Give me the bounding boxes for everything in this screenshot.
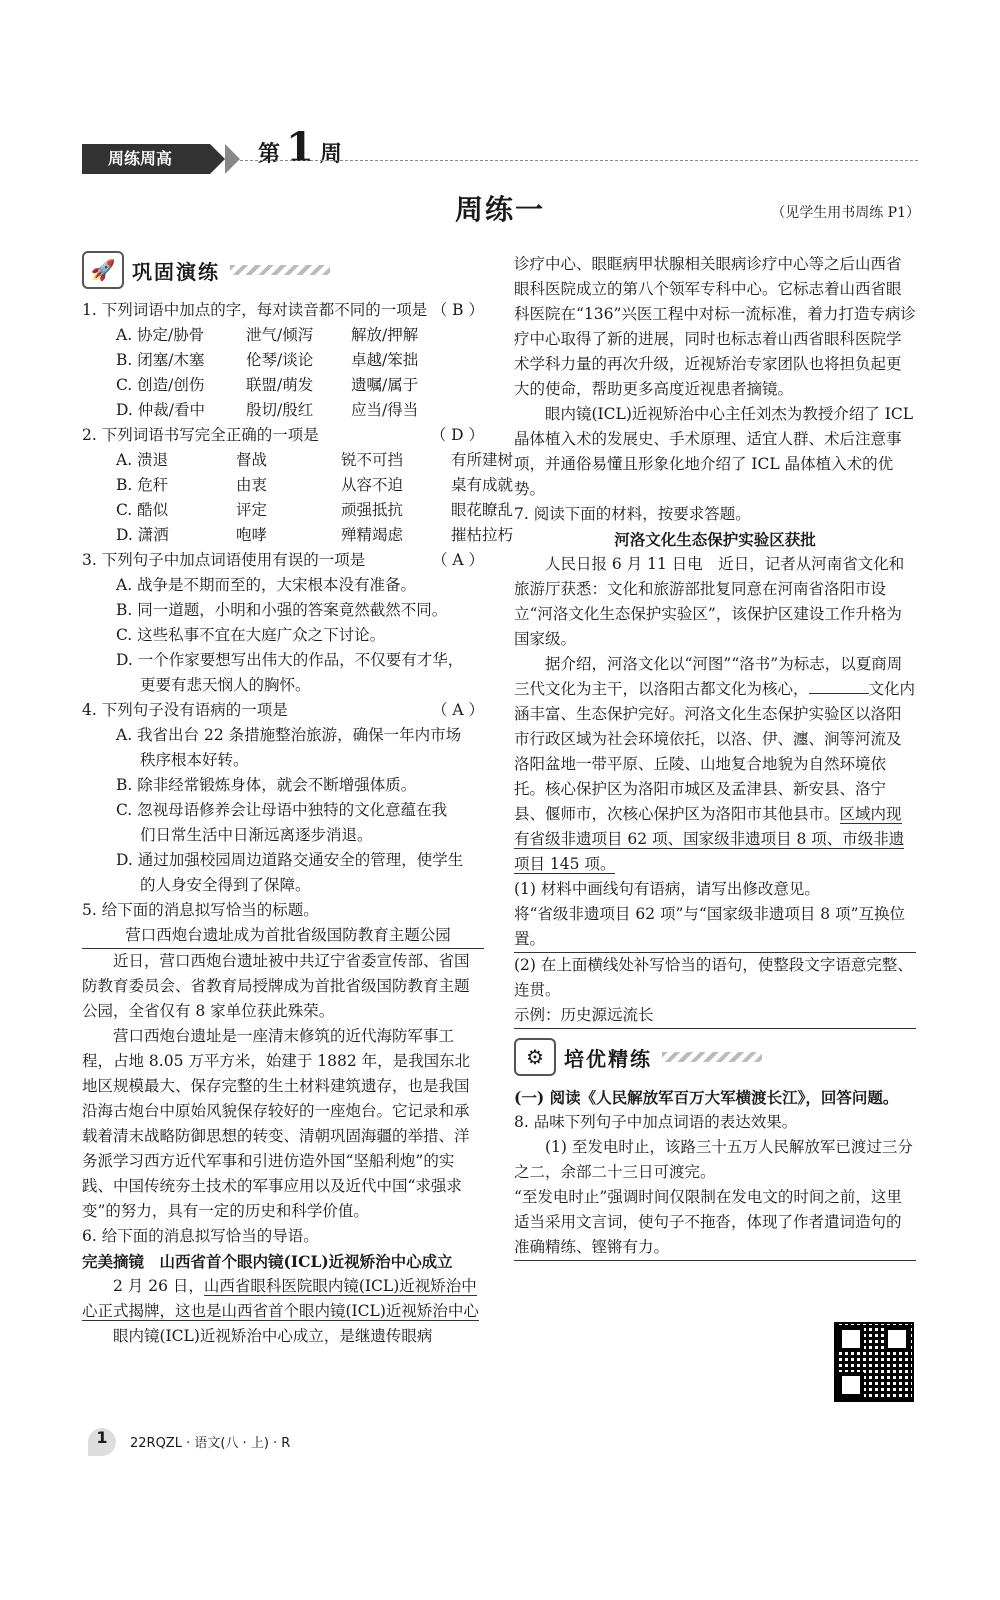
- page-title: 周练一: [454, 193, 545, 226]
- section-label: 巩固演练: [132, 259, 220, 284]
- q5-answer: 营口西炮台遗址成为首批省级国防教育主题公园: [82, 923, 484, 949]
- q3-option-c: C. 这些私事不宜在大庭广众之下讨论。: [116, 626, 386, 644]
- right-column: [514, 252, 916, 1261]
- q7-answer-2: 示例：历史源远流长: [514, 1003, 916, 1029]
- question-6: 6. 给下面的消息拟写恰当的导语。: [82, 1227, 319, 1245]
- q2-row-a: A. 溃退 督战 锐不可挡 有所建树: [116, 451, 514, 469]
- q4-option-b: B. 除非经常锻炼身体，就会不断增强体质。: [116, 776, 417, 794]
- header-rule: [240, 160, 918, 161]
- q7-headline: 河洛文化生态保护实验区获批: [614, 530, 816, 549]
- reference-note: （见学生用书周练 P1）: [771, 205, 920, 221]
- q6-paragraph-2: 眼内镜(ICL)近视矫治中心成立，是继遗传眼病: [113, 1327, 433, 1345]
- qr-corner: [838, 1326, 864, 1352]
- q6-headline: 完美摘镜 山西省首个眼内镜(ICL)近视矫治中心成立: [82, 1252, 453, 1271]
- q1-row-c: C. 创造/创伤 联盟/萌发 遗嘱/属于: [116, 376, 419, 394]
- header-tab: 周练周高: [82, 144, 210, 174]
- q6-continued: 诊疗中心、眼眶病甲状腺相关眼病诊疗中心等之后山西省眼科医院成立的第八个领军专科中心。它标志着山西省眼科医院在“136”兴医工程中对标一流标准，着力打造专病诊疗中心取得了新的进展，同时也标志着山西省眼科医院学术学科力量的再次升级，近视矫治专家团队也将担负起更大的使命，帮助更多高度近视患者摘镜。: [514, 255, 916, 398]
- section-excel: [514, 1039, 916, 1075]
- q3-option-d-cont: 更要有悲天悯人的胸怀。: [140, 676, 311, 694]
- qr-corner: [838, 1372, 864, 1398]
- reading-instruction: (一) 阅读《人民解放军百万大军横渡长江》，回答问题。: [514, 1088, 899, 1107]
- page-number: 1: [88, 1428, 116, 1456]
- q4-option-a: A. 我省出台 22 条措施整治旅游，确保一年内市场: [116, 726, 462, 744]
- q1-row-d: D. 仲裁/看中 殷切/殷红 应当/得当: [116, 401, 419, 419]
- rocket-icon: 🚀: [82, 251, 124, 289]
- week-number: 1: [286, 124, 314, 171]
- q4-option-d: D. 通过加强校园周边道路交通安全的管理，使学生: [116, 851, 464, 869]
- q2-row-b: B. 危秆 由衷 从容不迫 桌有成就: [116, 476, 514, 494]
- q2-row-d: D. 潇洒 咆哮 殚精竭虑 摧枯拉朽: [116, 526, 514, 544]
- week-suffix: 周: [319, 141, 342, 167]
- section-consolidate: [82, 252, 484, 288]
- q4-option-c: C. 忽视母语修养会让母语中独特的文化意蕴在我: [116, 801, 448, 819]
- q3-option-b: B. 同一道题，小明和小强的答案竟然截然不同。: [116, 601, 448, 619]
- q1-row-b: B. 闭塞/木塞 伦琴/谈论 卓越/笨拙: [116, 351, 419, 369]
- q3-option-a: A. 战争是不期而至的，大宋根本没有准备。: [116, 576, 417, 594]
- book-code: 22RQZL · 语文(八 · 上) · R: [130, 1436, 291, 1451]
- week-prefix: 第: [258, 141, 281, 167]
- q6-paragraph-1: 2 月 26 日，山西省眼科医院眼内镜(ICL)近视矫治中心正式揭牌，这也是山西省首个眼内镜(ICL)近视矫治中心: [82, 1277, 479, 1320]
- q7-paragraph-2: 据介绍，河洛文化以“河图”“洛书”为标志，以夏商周三代文化为主干，以洛阳古都文化为核心， 文化内涵丰富、生态保护完好。河洛文化生态保护实验区以洛阳市行政区域为社会环境依托，以洛、伊、瀍、涧等河流及洛阳盆地一带平原、丘陵、山地复合地貌为自然环境依托。核心保护区为洛阳市城区及孟津县、新安县、洛宁县、偃师市，次核心保护区为洛阳市其他县市。区域内现有省级非遗项目 62 项、国家级非遗项目 8 项、市级非遗项目 145 项。: [514, 655, 916, 873]
- q6-continued-2: 眼内镜(ICL)近视矫治中心主任刘杰为教授介绍了 ICL 晶体植入术的发展史、手术原理、适宜人群、术后注意事项，并通俗易懂且形象化地介绍了 ICL 晶体植入术的优势。: [514, 405, 914, 498]
- q4-option-c-cont: 们日常生活中日渐远离逐步消退。: [140, 826, 373, 844]
- week-label: [258, 124, 342, 171]
- q4-option-d-cont: 的人身安全得到了保障。: [140, 876, 311, 894]
- q7-paragraph-1: 人民日报 6 月 11 日电 近日，记者从河南省文化和旅游厅获悉：文化和旅游部批复同意在河南省洛阳市设立“河洛文化生态保护实验区”，该保护区建设工作升格为国家级。: [514, 555, 905, 648]
- section-stripes: [662, 1052, 762, 1062]
- question-7: 7. 阅读下面的材料，按要求答题。: [514, 505, 751, 523]
- q5-paragraph-1: 近日，营口西炮台遗址被中共辽宁省委宣传部、省国防教育委员会、省教育局授牌成为首批省级国防教育主题公园，全省仅有 8 家单位获此殊荣。: [82, 952, 470, 1020]
- q8-answer-1: “至发电时止”强调时间仅限制在发电文的时间之前，这里适当采用文言词，使句子不拖沓，体现了作者遣词造句的准确精练、铿锵有力。: [514, 1185, 916, 1261]
- qr-code[interactable]: [834, 1322, 914, 1402]
- question-2: 2. 下列词语书写完全正确的一项是 （ D ）: [82, 426, 484, 444]
- section-stripes: [230, 265, 330, 275]
- left-column: [82, 252, 514, 1349]
- question-5: 5. 给下面的消息拟写恰当的标题。: [82, 901, 319, 919]
- q7-answer-1: 将“省级非遗项目 62 项”与“国家级非遗项目 8 项”互换位置。: [514, 902, 916, 953]
- q3-option-d: D. 一个作家要想写出伟大的作品，不仅要有才华，: [116, 651, 464, 669]
- q5-paragraph-2: 营口西炮台遗址是一座清末修筑的近代海防军事工程，占地 8.05 万平方米，始建于 1882 年，是我国东北地区规模最大、保存完整的生土材料建筑遗存，也是我国沿海古炮台中原始风貌保存较好的一座炮台。它记录和承载着清末战略防御思想的转变、清朝巩固海疆的举措、洋务派学习西方近代军事和引进仿造外国“坚船利炮”的实践、中国传统夯土技术的军事应用以及近代中国“求强求变”的努力，具有一定的历史和科学价值。: [82, 1027, 471, 1220]
- section-label: 培优精练: [564, 1046, 652, 1071]
- question-4: 4. 下列句子没有语病的一项是 （ A ）: [82, 701, 484, 719]
- question-8: 8. 品味下列句子中加点词语的表达效果。: [514, 1113, 798, 1131]
- q7-sub-1: (1) 材料中画线句有语病，请写出修改意见。: [514, 880, 820, 898]
- gear-icon: ⚙: [514, 1038, 556, 1076]
- q6-answer: 山西省眼科医院眼内镜(ICL)近视矫治中心正式揭牌，这也是山西省首个眼内镜(ICL)近视矫治中心: [82, 1277, 479, 1320]
- q4-option-a-cont: 秩序根本好转。: [140, 751, 249, 769]
- question-1: 1. 下列词语中加点的字，每对读音都不同的一项是 （ B ）: [82, 301, 484, 319]
- q7-sub-2: (2) 在上面横线处补写恰当的语句，使整段文字语意完整、连贯。: [514, 956, 913, 999]
- q2-row-c: C. 酷似 评定 顽强抵抗 眼花瞭乱: [116, 501, 514, 519]
- q8-sub-1: (1) 至发电时止，该路三十五万人民解放军已渡过三分之二，余部二十三日可渡完。: [514, 1138, 913, 1181]
- q1-row-a: A. 协定/胁骨 泄气/倾泻 解放/押解: [116, 326, 419, 344]
- question-3: 3. 下列句子中加点词语使用有误的一项是 （ A ）: [82, 551, 484, 569]
- qr-corner: [884, 1326, 910, 1352]
